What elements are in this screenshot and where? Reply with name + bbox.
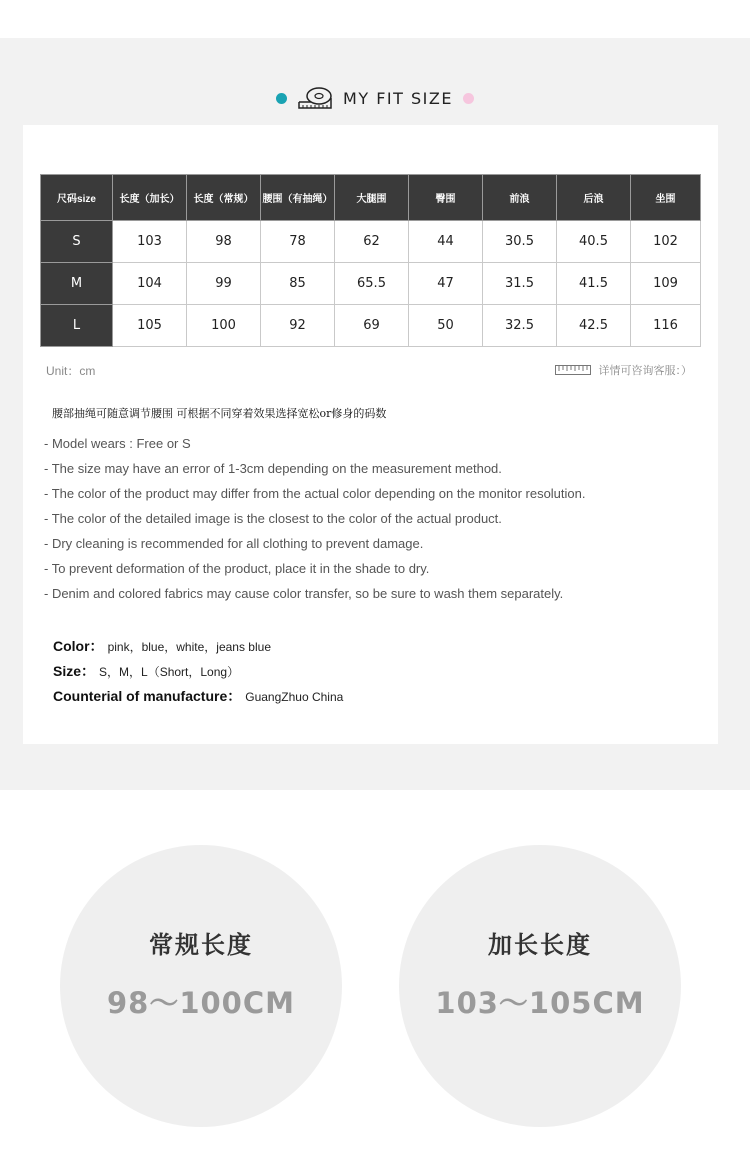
regular-length-value: 98～100CM [106, 986, 296, 1020]
table-cell: 103 [113, 221, 187, 263]
table-cell: 69 [335, 305, 409, 347]
table-row [41, 263, 701, 305]
measuring-tape-icon [297, 86, 333, 110]
consult-text: 详情可咨询客服：） [598, 365, 692, 377]
note-line: - The size may have an error of 1-3cm depending on the measurement method. [44, 461, 502, 476]
table-cell: 78 [261, 221, 335, 263]
table-cell: 47 [409, 263, 483, 305]
origin-spec [53, 684, 343, 709]
note-line: - The color of the detailed image is the closest to the color of the actual product. [44, 511, 502, 526]
table-cell: 102 [631, 221, 701, 263]
table-row [41, 305, 701, 347]
table-cell: 30.5 [483, 221, 557, 263]
table-cell: 41.5 [557, 263, 631, 305]
long-length-value: 103～105CM [435, 986, 645, 1020]
teal-dot-icon [276, 93, 287, 104]
size-label-cell: M [41, 263, 113, 305]
table-cell: 40.5 [557, 221, 631, 263]
table-header-cell: 腰围（有抽绳） [261, 175, 335, 221]
size-value: S，M，L（Short，Long） [99, 665, 240, 679]
section-header [0, 86, 750, 114]
table-cell: 105 [113, 305, 187, 347]
section-title: MY FIT SIZE [343, 88, 453, 108]
table-cell: 44 [409, 221, 483, 263]
table-header-row [41, 175, 701, 221]
table-header-cell: 长度（常规） [187, 175, 261, 221]
unit-label: Unit：cm [46, 364, 96, 378]
table-cell: 104 [113, 263, 187, 305]
color-spec [53, 634, 343, 659]
note-line: - Dry cleaning is recommended for all clothing to prevent damage. [44, 536, 424, 551]
table-header-cell: 后浪 [557, 175, 631, 221]
table-cell: 65.5 [335, 263, 409, 305]
table-cell: 42.5 [557, 305, 631, 347]
table-header-cell: 前浪 [483, 175, 557, 221]
origin-label: Counterial of manufacture： [53, 688, 242, 704]
table-cell: 62 [335, 221, 409, 263]
regular-length-circle [60, 845, 342, 1127]
table-cell: 98 [187, 221, 261, 263]
table-cell: 99 [187, 263, 261, 305]
notes-block [44, 405, 704, 606]
color-label: Color： [53, 638, 104, 654]
table-header-cell: 臀围 [409, 175, 483, 221]
table-cell: 31.5 [483, 263, 557, 305]
note-line: - To prevent deformation of the product, place it in the shade to dry. [44, 561, 430, 576]
size-card [23, 125, 718, 744]
origin-value: GuangZhuo China [245, 690, 344, 704]
table-cell: 85 [261, 263, 335, 305]
note-line: - Denim and colored fabrics may cause color transfer, so be sure to wash them separately. [44, 586, 564, 601]
product-specs [53, 634, 343, 709]
table-cell: 32.5 [483, 305, 557, 347]
table-header-cell: 尺码size [41, 175, 113, 221]
table-cell: 92 [261, 305, 335, 347]
regular-length-title: 常规长度 [149, 932, 253, 959]
table-row [41, 221, 701, 263]
pink-dot-icon [463, 93, 474, 104]
size-label-cell: S [41, 221, 113, 263]
size-label: Size： [53, 663, 96, 679]
consult-note [555, 362, 693, 378]
table-header-cell: 长度（加长） [113, 175, 187, 221]
size-table [40, 174, 701, 347]
note-line: - Model wears : Free or S [44, 436, 191, 451]
note-line: - The color of the product may differ from the actual color depending on the monitor resolution. [44, 486, 586, 501]
table-cell: 100 [187, 305, 261, 347]
table-header-cell: 大腿围 [335, 175, 409, 221]
long-length-circle [399, 845, 681, 1127]
table-cell: 109 [631, 263, 701, 305]
table-header-cell: 坐围 [631, 175, 701, 221]
color-value: pink，blue，white，jeans blue [107, 640, 271, 654]
table-cell: 116 [631, 305, 701, 347]
ruler-icon [555, 365, 591, 375]
table-cell: 50 [409, 305, 483, 347]
long-length-title: 加长长度 [488, 932, 592, 959]
size-label-cell: L [41, 305, 113, 347]
size-spec [53, 659, 343, 684]
note-chinese: 腰部抽绳可随意调节腰围 可根据不同穿着效果选择宽松or修身的码数 [52, 407, 387, 420]
